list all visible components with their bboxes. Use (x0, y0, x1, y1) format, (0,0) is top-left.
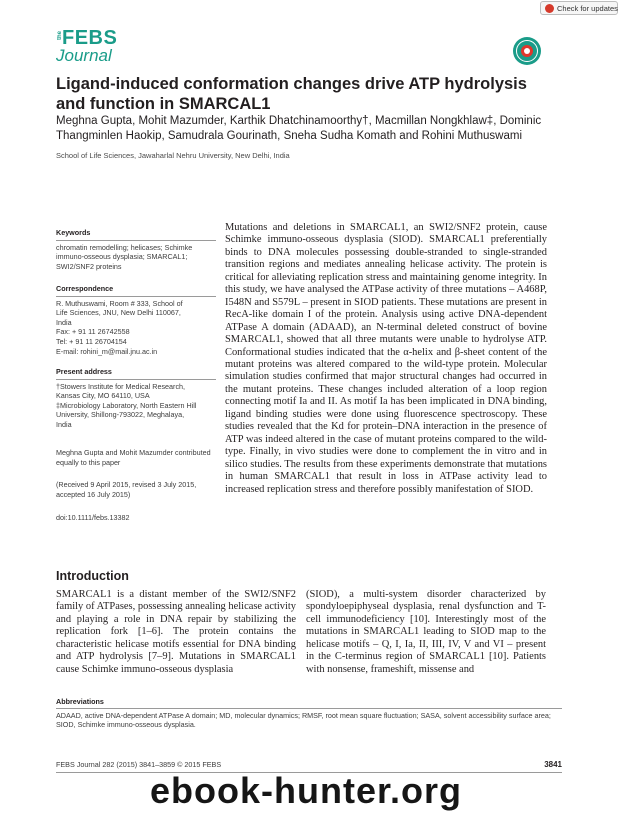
abstract (225, 222, 547, 496)
divider (56, 708, 562, 709)
present-address-block (56, 367, 216, 430)
check-for-updates-button[interactable] (540, 1, 618, 15)
logo-febs: FEBS (62, 27, 118, 49)
intro-column-right (306, 589, 546, 676)
divider (56, 240, 216, 241)
intro-paragraph: SMARCAL1 is a distant member of the SWI2/SNF2 family of ATPases, possessing annealing helicase activity and playing a role in DNA repair by stabilizing the replication fork [1–6]. The protein contains the characteristic helicase motifs essential for DNA binding and ATP hydrolysis [7–9]. Mutations in SMARCAL1 cause Schimke immuno-osseous dysplasia (56, 589, 296, 675)
febs-seal-icon (512, 36, 542, 66)
section-heading-introduction: Introduction (56, 569, 129, 583)
author-list: Meghna Gupta, Mohit Mazumder, Karthik Dhatchinamoorthy†, Macmillan Nongkhlaw‡, Dominic Thangminlen Haokip, Samudrala Gourinath, Sneha Sudha Komath and Rohini Muthuswami (56, 115, 542, 142)
divider (56, 379, 216, 380)
check-for-updates-label: Check for updates (557, 4, 618, 13)
present-address-heading: Present address (56, 367, 112, 376)
watermark: ebook-hunter.org (150, 770, 462, 811)
page-number: 3841 (544, 760, 562, 769)
present-address-line: University, Shillong-793022, Meghalaya, (56, 410, 185, 420)
update-icon (545, 4, 554, 13)
article-title: Ligand-induced conformation changes drive ATP hydrolysis and function in SMARCAL1 (56, 75, 527, 113)
received-dates: (Received 9 April 2015, revised 3 July 2015, accepted 16 July 2015) (56, 480, 197, 499)
divider (56, 296, 216, 297)
correspondence-line: Life Sciences, JNU, New Delhi 110067, (56, 308, 181, 318)
keywords-heading: Keywords (56, 228, 91, 237)
correspondence-heading: Correspondence (56, 284, 114, 293)
correspondence-line: India (56, 317, 72, 327)
logo-journal: Journal (56, 46, 112, 65)
present-address-line: India (56, 419, 72, 429)
journal-logo (56, 27, 126, 65)
abbreviations-heading: Abbreviations (56, 697, 104, 706)
keywords-block (56, 228, 216, 271)
intro-paragraph: (SIOD), a multi-system disorder characterized by spondyloepiphyseal dysplasia, renal dysfunction and T-cell immunodeficiency [10]. Interestingly most of the mutations in SMARCAL1 leading to SIOD map to the helicase motifs – Q, I, Ia, II, III, IV, V and VI – present in the C-terminus region of SMARCAL1 [10]. Patients with nonsense, frameshift, missense and (306, 589, 546, 675)
correspondence-email[interactable]: E-mail: rohini_m@mail.jnu.ac.in (56, 346, 158, 356)
citation-line: FEBS Journal 282 (2015) 3841–3859 © 2015 FEBS (56, 760, 222, 769)
abbreviations-text: ADAAD, active DNA-dependent ATPase A domain; MD, molecular dynamics; RMSF, root mean square fluctuation; SASA, solvent accessibility surface area; SIOD, Schimke immuno-osseous dysplasia. (56, 710, 551, 730)
present-address-line: †Stowers Institute for Medical Research, (56, 381, 186, 391)
correspondence-block (56, 284, 216, 356)
equal-contribution-note: Meghna Gupta and Mohit Mazumder contributed equally to this paper (56, 448, 211, 467)
logo-the: the (57, 31, 63, 40)
abbreviations-block (56, 697, 562, 730)
keywords-text: chromatin remodelling; helicases; Schimke immuno-osseous dysplasia; SMARCAL1; SWI2/SNF2 proteins (56, 242, 193, 271)
doi[interactable]: doi:10.1111/febs.13382 (56, 513, 130, 522)
correspondence-line: Fax: + 91 11 26742558 (56, 327, 130, 337)
present-address-line: ‡Microbiology Laboratory, North Eastern Hill (56, 400, 197, 410)
abstract-text: Mutations and deletions in SMARCAL1, an SWI2/SNF2 protein, cause Schimke immuno-osseous dysplasia (SIOD). SMARCAL1 preferentially binds to DNA molecules possessing double-stranded to single-stranded transition regions and mediates annealing helicase activity. The protein is critical for alleviating replication stress and maintaining genome integrity. In this study, we have analysed the ATPase activity of three mutations – A468P, I548N and S579L – present in SIOD patients. These mutations are present in RecA-like domain I of the protein. Analysis using active DNA-dependent ATPase A domain (ADAAD), an N-terminal deleted construct of bovine SMARCAL1, showed that all three mutants were unable to hydrolyse ATP. Conformational studies indicated that the α-helix and β-sheet content of the mutant proteins was altered compared to the wild-type protein. Molecular simulation studies confirmed that major structural changes had occurred in the mutant proteins. These changes included alteration of a loop region connecting motif Ia and II. As motif Ia has been implicated in DNA binding, ligand binding studies were done using fluorescence spectroscopy. These studies revealed that the Kd for protein–DNA interaction in the presence of ATP was indeed altered in the case of mutant proteins compared to the wild-type. Finally, in vivo studies were done to complement the in vitro and in silico studies. The results from these experiments demonstrate that mutations in human SMARCAL1 that result in loss in ATPase activity lead to increased replication stress and therefore possibly manifestation of SIOD. (225, 222, 547, 495)
intro-column-left (56, 589, 296, 676)
correspondence-line: Tel: + 91 11 26704154 (56, 336, 127, 346)
correspondence-line: R. Muthuswami, Room # 333, School of (56, 298, 183, 308)
affiliation: School of Life Sciences, Jawaharlal Nehru University, New Delhi, India (56, 151, 290, 160)
present-address-line: Kansas City, MO 64110, USA (56, 391, 150, 401)
